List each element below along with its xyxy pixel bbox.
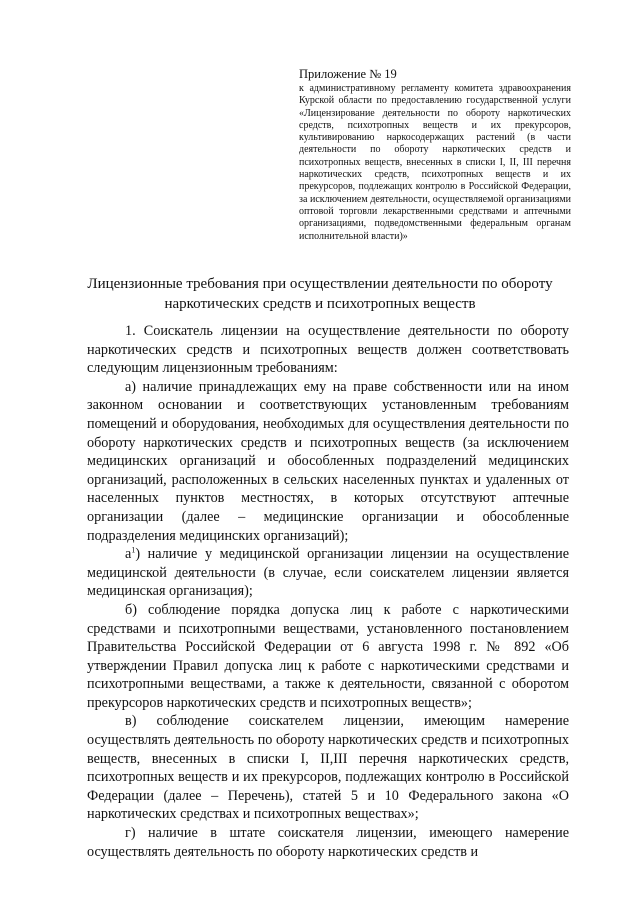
appendix-text: к административному регламенту комитета здравоохранения Курской области по предоставлению государственной услуги «Лицензирование деятельности по обороту наркотических средств, психотропных веществ и их прекурсоров, культивированию наркосодержащих растений (в части деятельности по обороту наркотических средств и психотропных веществ, внесенных в списки I, II, III перечня наркотических средств, психотропных веществ и их прекурсоров, подлежащих контролю в Российской Федерации, за исключением деятельности, осуществляемой организациями оптовой торговли лекарственными средствами и аптечными организациями, подведомственными федеральным органам исполнительной власти)»: [299, 83, 571, 242]
paragraph-1: 1. Соискатель лицензии на осуществление деятельности по обороту наркотических средств и психотропных веществ должен соответствовать следующим лицензионным требованиям:: [87, 323, 569, 377]
paragraph-a1-superscript: 1: [131, 545, 136, 555]
paragraph-b: б) соблюдение порядка допуска лиц к работе с наркотическими средствами и психотропными веществами, установленного постановлением Правительства Российской Федерации от 6 августа 1998 г. № 892 «Об утверждении Правил допуска лиц к работе с наркотическими средствами и психотропными веществами, а также к деятельности, связанной с оборотом прекурсоров наркотических средств и психотропных веществ»;: [87, 601, 569, 711]
appendix-block: [299, 66, 571, 243]
paragraph-a1: [87, 545, 569, 601]
paragraph-v: в) соблюдение соискателем лицензии, имеющим намерение осуществлять деятельность по обороту наркотических средств и психотропных веществ, внесенных в списки I, II,III перечня наркотических средств, психотропных веществ и их прекурсоров, подлежащих контролю в Российской Федерации (далее – Перечень), статей 5 и 10 Федерального закона «О наркотических средствах и психотропных веществах»;: [87, 713, 569, 823]
paragraph-a: а) наличие принадлежащих ему на праве собственности или на ином законном основании и соответствующих установленным требованиям помещений и оборудования, необходимых для осуществления деятельности по обороту наркотических средств и психотропных веществ (за исключением медицинских организаций и обособленных подразделений медицинских организаций, расположенных в сельских населенных пунктах и удаленных от населенных пунктов местностях, в которых отсутствуют аптечные организации (далее – медицинские организации и обособленные подразделения медицинских организаций);: [87, 378, 569, 544]
paragraph-a1-text: ) наличие у медицинской организации лицензии на осуществление медицинской деятельности (в случае, если соискателем лицензии является медицинская организация);: [87, 546, 569, 600]
paragraph-g: г) наличие в штате соискателя лицензии, имеющего намерение осуществлять деятельность по обороту наркотических средств и: [87, 825, 569, 860]
paragraph-a1-prefix: а: [125, 546, 132, 563]
document-heading: Лицензионные требования при осуществлении деятельности по обороту наркотических средств и психотропных веществ: [87, 276, 553, 312]
document-body: [87, 322, 569, 861]
appendix-title: Приложение № 19: [299, 67, 397, 81]
